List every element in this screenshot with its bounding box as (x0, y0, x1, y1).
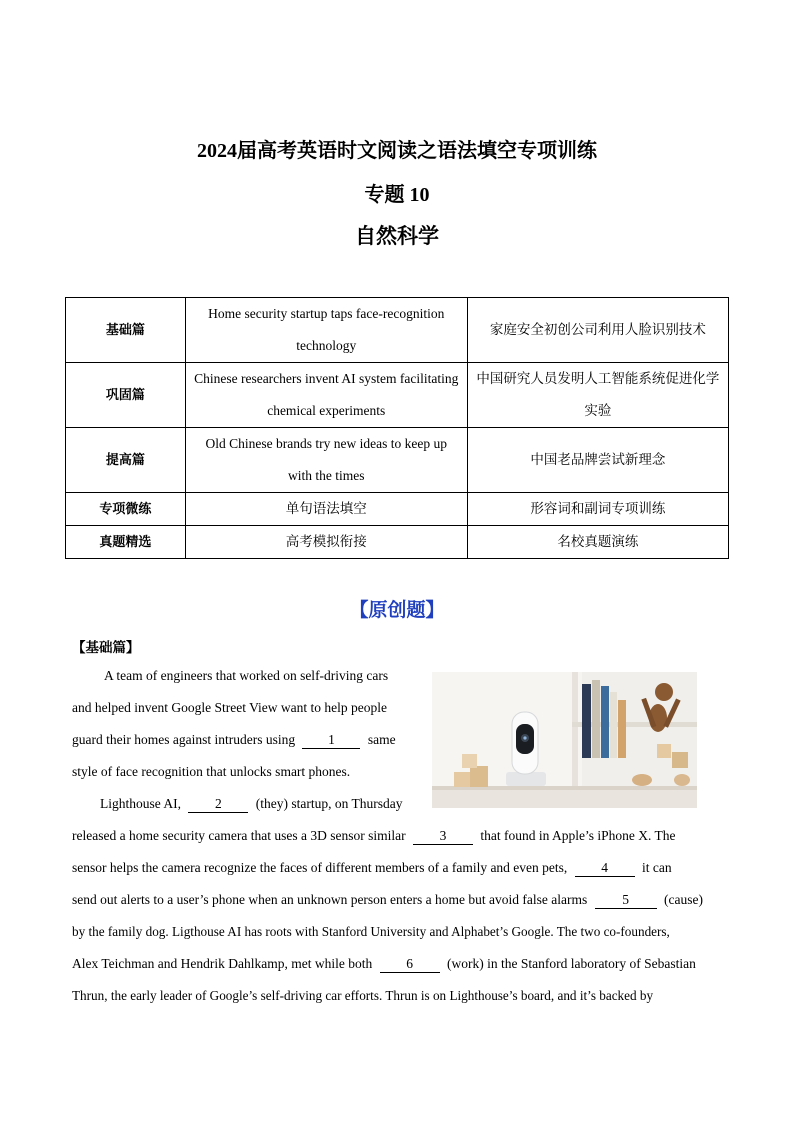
passage-line (72, 828, 676, 845)
passage-text: guard their homes against intruders using (72, 732, 296, 747)
table-row (66, 493, 729, 526)
english-title-cell: 单句语法填空 (185, 493, 467, 526)
chinese-title-cell: 名校真题演练 (467, 526, 728, 559)
chinese-title-cell: 中国研究人员发明人工智能系统促进化学实验 (467, 363, 728, 428)
passage-line: Thrun, the early leader of Google’s self-driving car efforts. Thrun is on Lighthouse’s board, and it’s backed by (72, 988, 654, 1003)
table-row (66, 526, 729, 559)
passage-text: same (367, 732, 396, 747)
passage-text: Alex Teichman and Hendrik Dahlkamp, met while both (72, 956, 373, 971)
passage-line: style of face recognition that unlocks smart phones. (72, 764, 351, 779)
sub-heading: 【基础篇】 (72, 640, 140, 655)
security-camera-illustration (432, 672, 697, 808)
passage-text: released a home security camera that uses a 3D sensor similar (72, 828, 406, 843)
english-title-cell: Old Chinese brands try new ideas to keep up with the times (185, 428, 467, 493)
chinese-title-cell: 家庭安全初创公司利用人脸识别技术 (467, 298, 728, 363)
blank-2[interactable]: 2 (188, 796, 248, 813)
passage-text: that found in Apple’s iPhone X. The (480, 828, 676, 843)
passage-line: by the family dog. Ligthouse AI has roots with Stanford University and Alphabet’s Google. The two co-founders, (72, 924, 670, 939)
page-title: 2024届高考英语时文阅读之语法填空专项训练 (197, 140, 597, 162)
english-title-cell: Home security startup taps face-recognition technology (185, 298, 467, 363)
table-row (66, 428, 729, 493)
table-row (66, 298, 729, 363)
camera-photo (432, 672, 697, 808)
passage-text: send out alerts to a user’s phone when an unknown person enters a home but avoid false alarms (72, 892, 588, 907)
level-cell: 提高篇 (66, 428, 186, 493)
passage-line: and helped invent Google Street View want to help people (72, 700, 387, 715)
blank-3[interactable]: 3 (413, 828, 473, 845)
blank-1[interactable]: 1 (302, 732, 360, 749)
english-title-cell: Chinese researchers invent AI system facilitating chemical experiments (185, 363, 467, 428)
passage-line: A team of engineers that worked on self-driving cars (104, 668, 389, 683)
table-row (66, 363, 729, 428)
passage-text: it can (642, 860, 672, 875)
passage-text: (they) startup, on Thursday (255, 796, 403, 811)
topic-number: 专题 10 (364, 184, 430, 206)
passage-text: (work) in the Stanford laboratory of Sebastian (446, 956, 696, 971)
passage-line (72, 956, 696, 973)
level-cell: 巩固篇 (66, 363, 186, 428)
level-cell: 专项微练 (66, 493, 186, 526)
chinese-title-cell: 形容词和副词专项训练 (467, 493, 728, 526)
blank-6[interactable]: 6 (380, 956, 440, 973)
section-heading: 【原创题】 (349, 600, 445, 621)
passage-line (100, 796, 402, 813)
blank-5[interactable]: 5 (595, 892, 657, 909)
passage-text: (cause) (664, 892, 703, 907)
level-cell: 真题精选 (66, 526, 186, 559)
blank-4[interactable]: 4 (575, 860, 635, 877)
passage-line (72, 892, 703, 909)
topic-name: 自然科学 (355, 224, 439, 248)
chinese-title-cell: 中国老品牌尝试新理念 (467, 428, 728, 493)
english-title-cell: 高考模拟衔接 (185, 526, 467, 559)
passage-line (72, 860, 672, 877)
overview-table (65, 297, 729, 559)
passage-line (72, 732, 396, 749)
passage-text: Lighthouse AI, (100, 796, 181, 811)
level-cell: 基础篇 (66, 298, 186, 363)
passage-text: sensor helps the camera recognize the faces of different members of a family and even pets, (72, 860, 568, 875)
